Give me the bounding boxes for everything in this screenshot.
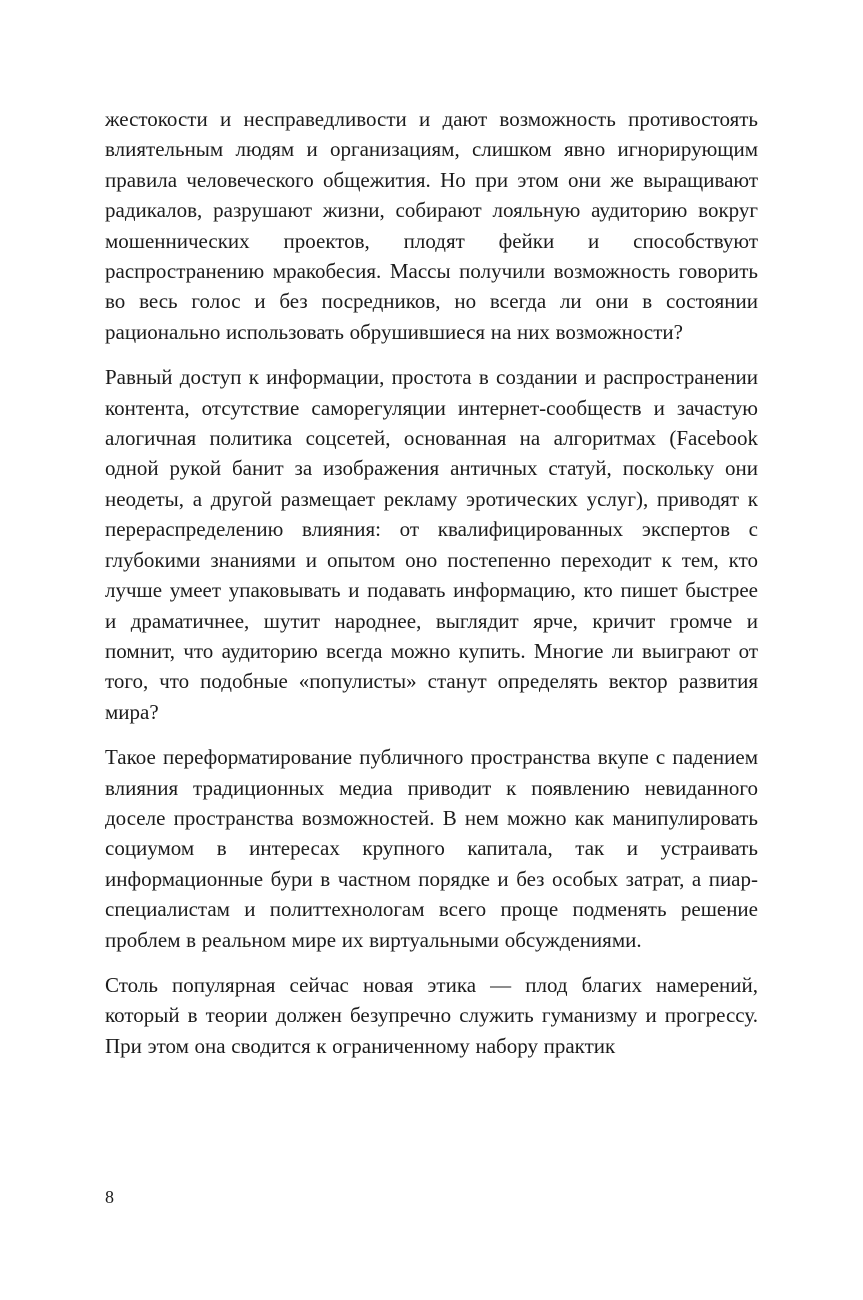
paragraph-3: Такое переформатирование публичного пространства вкупе с падением влияния традиционных медиа приводит к появлению невиданного доселе пространства возможностей. В нем можно как манипулировать социумом в интересах крупного капитала, так и устраивать информационные бури в частном порядке и без особых затрат, а пиар-специалистам и политтехнологам всего проще подменять решение проблем в реальном мире их виртуальными обсуждениями. xyxy=(105,745,758,952)
paragraph-1: жестокости и несправедливости и дают возможность противостоять влиятельным людям и организациям, слишком явно игнорирующим правила человеческого общежития. Но при этом они же выращивают радикалов, разрушают жизни, собирают лояльную аудиторию вокруг мошеннических проектов, плодят фейки и способствуют распространению мракобесия. Массы получили возможность говорить во весь голос и без посредников, но всегда ли они в состоянии рационально использовать обрушившиеся на них возможности? xyxy=(105,107,758,344)
paragraph-2: Равный доступ к информации, простота в создании и распространении контента, отсутствие саморегуляции интернет-сообществ и зачастую алогичная политика соцсетей, основанная на алгоритмах (Facebook одной рукой банит за изображения античных статуй, поскольку они неодеты, а другой размещает рекламу эротических услуг), приводят к перераспределению влияния: от квалифицированных экспертов с глубокими знаниями и опытом оно постепенно переходит к тем, кто лучше умеет упаковывать и подавать информацию, кто пишет быстрее и драматичнее, шутит народнее, выглядит ярче, кричит громче и помнит, что аудиторию всегда можно купить. Многие ли выиграют от того, что подобные «популисты» станут определять вектор развития мира? xyxy=(105,365,758,724)
page-text-block xyxy=(105,104,758,1061)
paragraph-4: Столь популярная сейчас новая этика — плод благих намерений, который в теории должен безупречно служить гуманизму и прогрессу. При этом она сводится к ограниченному набору практик xyxy=(105,972,758,1058)
page-footer xyxy=(105,1186,114,1208)
page-number: 8 xyxy=(105,1187,114,1207)
